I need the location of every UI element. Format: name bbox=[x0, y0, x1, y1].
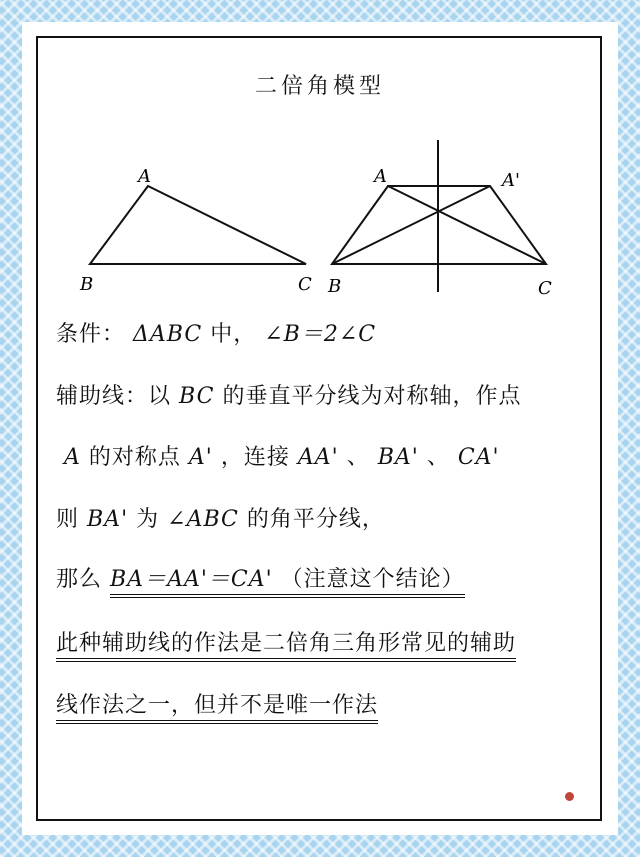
seal-icon bbox=[565, 792, 574, 801]
fig2-label-b: B bbox=[328, 276, 342, 297]
fig1-label-b: B bbox=[80, 274, 94, 295]
aux-text-3: 的对称点 bbox=[88, 445, 181, 470]
fig2-label-c: C bbox=[538, 278, 552, 299]
page bbox=[22, 22, 618, 835]
conclusion-line-1 bbox=[56, 626, 516, 657]
aux-text-2: 的垂直平分线为对称轴，作点 bbox=[222, 384, 522, 409]
condition-equation: ∠B＝2∠C bbox=[264, 322, 377, 347]
aux-text-1: 辅助线：以 bbox=[56, 384, 172, 409]
then-angle: ∠ABC bbox=[167, 507, 239, 532]
triangle-figure bbox=[74, 142, 334, 295]
fig2-label-a-prime: A' bbox=[502, 170, 520, 191]
then-line bbox=[56, 502, 385, 533]
so-equation: BA＝AA'＝CA' bbox=[110, 567, 273, 592]
fig1-label-a: A bbox=[138, 166, 151, 187]
condition-triangle: ΔABC bbox=[133, 322, 203, 347]
aux-aa: AA' bbox=[297, 445, 339, 470]
condition-mid: 中， bbox=[210, 322, 257, 347]
then-text-1: 则 bbox=[56, 507, 80, 532]
then-text-2: 为 bbox=[136, 507, 160, 532]
fig1-label-c: C bbox=[298, 274, 312, 295]
conclusion-line-2 bbox=[56, 688, 378, 719]
aux-ca: CA' bbox=[457, 445, 500, 470]
aux-point-a: A bbox=[64, 445, 81, 470]
aux-line-2 bbox=[64, 440, 500, 471]
so-underlined bbox=[110, 567, 465, 598]
triangle-abc bbox=[90, 186, 306, 264]
conclusion-text-1: 此种辅助线的作法是二倍角三角形常见的辅助 bbox=[56, 631, 516, 662]
aux-point-a-prime: A' bbox=[188, 445, 213, 470]
condition-label: 条件： bbox=[56, 322, 126, 347]
so-note: （注意这个结论） bbox=[280, 567, 465, 592]
conclusion-text-2: 线作法之一，但并不是唯一作法 bbox=[56, 693, 378, 724]
then-ba: BA' bbox=[87, 507, 129, 532]
aux-sep-1: 、 bbox=[346, 445, 370, 470]
so-text-1: 那么 bbox=[56, 567, 103, 592]
aux-sep-2: 、 bbox=[426, 445, 450, 470]
aux-bc: BC bbox=[179, 384, 215, 409]
so-line bbox=[56, 562, 465, 593]
aux-text-4: ，连接 bbox=[220, 445, 290, 470]
fig2-label-a: A bbox=[374, 166, 387, 187]
aux-ba: BA' bbox=[377, 445, 419, 470]
then-text-3: 的角平分线， bbox=[246, 507, 385, 532]
trapezoid-figure bbox=[318, 134, 578, 299]
aux-line-1 bbox=[56, 379, 521, 410]
page-title: 二倍角模型 bbox=[254, 74, 385, 99]
condition-line bbox=[56, 317, 376, 348]
